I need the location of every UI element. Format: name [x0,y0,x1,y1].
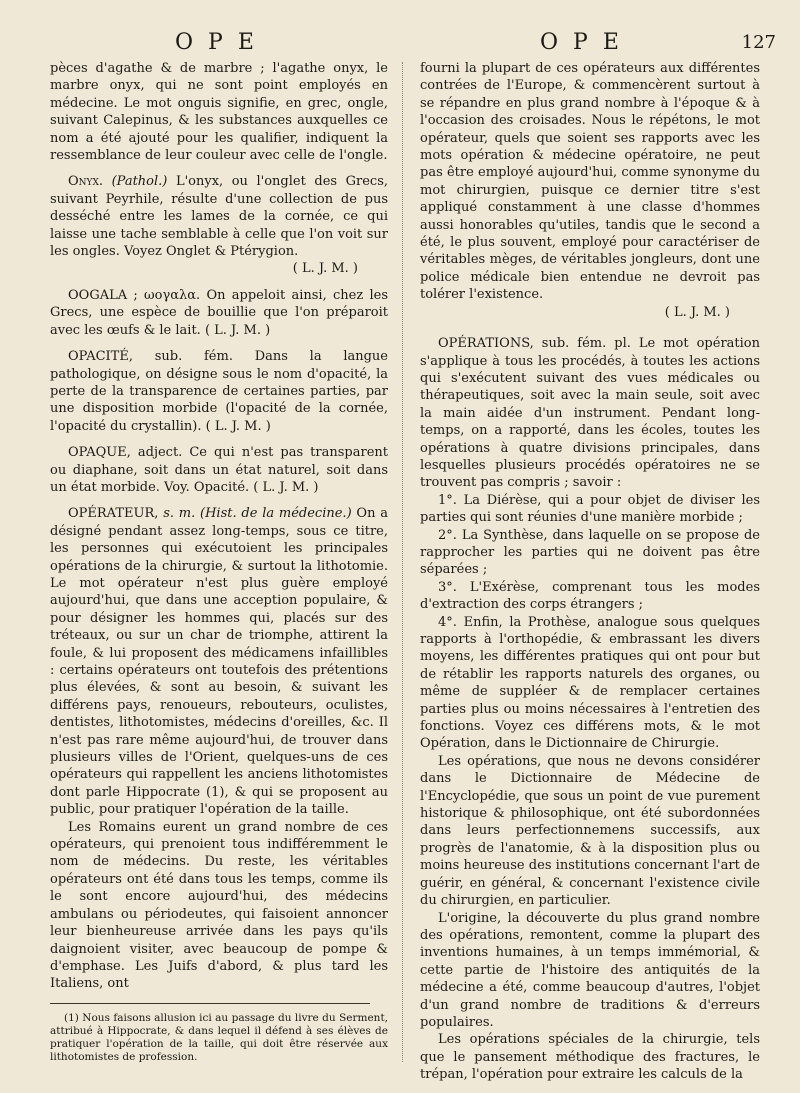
signature: ( L. J. M. ) [292,261,358,277]
list-item: 3°. L'Exérèse, comprenant tous les modes d'extraction des corps étrangers ; [420,579,760,613]
headword-onyx: Onyx. [68,174,104,190]
entry-onyx-continuation: pèces d'agathe & de marbre ; l'agathe onyx, le marbre onyx, qui ne sont point employés en médecine. Le mot onguis signifie, en grec, ongle, suivant Calepinus, & les substances auxquelles ce nom a été ajouté pour les qualifier, indiquent la ressemblance de leur couleur avec celle de l'ongle. [50,61,388,164]
entry-opaque: OPAQUE, adject. Ce qui n'est pas transparent ou diaphane, soit dans un état naturel, soit dans un état morbide. Voy. Opacité. ( L. J. M. ) [50,445,388,495]
running-head-right: O P E [540,30,623,55]
headword-operateur: OPÉRATEUR, [68,506,159,522]
page-number: 127 [741,32,776,53]
running-head-left: O P E [175,30,258,55]
entry-oogala: OOGALA ; ωογαλα. On appeloit ainsi, chez les Grecs, une espèce de bouillie que l'on préparoit avec les œufs & le lait. ( L. J. M. ) [50,287,388,338]
entry-operateur-continuation: fourni la plupart de ces opérateurs aux différentes contrées de l'Europe, & commencèrent surtout à se répandre en plus grand nombre à l'époque & à l'occasion des croisades. Nous le répétons, le mot opérateur, quels que soient ses rapports avec les mots opération & médecine opératoire, ne peut pas être employé aujourd'hui, comme synonyme du mot chirurgien, puisque ce dernier titre s'est appliqué constamment à une classe d'hommes aussi honorables qu'utiles, tandis que le second a été, le plus souvent, employé pour caractériser de véritables mèges, de véritables jongleurs, dont une police médicale bien entendue ne devroit pas tolérer l'existence. ( L. J. M. ) [420,61,760,320]
entry-operations: OPÉRATIONS, sub. fém. pl. Le mot opération s'applique à tous les procédés, à toutes les actions qui s'exécutent suivant des vues médicales ou thérapeutiques, soit avec la main seule, soit avec la main aidée d'un instrument. Pendant long-temps, on a rapporté, dans les écoles, toutes les opérations à quatre divisions principales, dans lesquelles plusieurs procédés opératoires ne se trouvent pas compris ; savoir : 1°. La Diérèse, qui a pour objet de diviser les parties qui sont réunies d'une manière morbide ; 2°. La Synthèse, dans laquelle on se propose de rapprocher les parties qui ne doivent pas être séparées ; 3°. L'Exérèse, comprenant tous les modes d'extraction des corps étrangers ; 4°. Enfin, la Prothèse, analogue sous quelques rapports à l'orthopédie, & embrassant les divers moyens, les différentes pratiques qui ont pour but de rétablir les rapports naturels des organes, ou même de suppléer & de remplacer certaines parties plus ou moins nécessaires à l'entretien des fonctions. Voyez ces différens mots, & le mot Opération, dans le Dictionnaire de Chirurgie. Les opérations, que nous ne devons considérer dans le Dictionnaire de Médecine de l'Encyclopédie, que sous un point de vue purement historique & philosophique, ont été subordonnées dans leurs perfectionnemens successifs, aux progrès de l'anatomie, & à la disposition plus ou moins heureuse des institutions concernant l'art de guérir, en général, & concernant l'existence civile du chirurgien, en particulier. L'origine, la découverte du plus grand nombre des opérations, remontent, comme la plupart des inventions humaines, à un temps immémorial, & cette partie de l'histoire des antiquités de la médecine a été, comme beaucoup d'autres, l'objet d'un grand nombre de traditions & d'erreurs populaires. Les opérations spéciales de la chirurgie, tels que le pansement méthodique des fractures, le trépan, l'opération pour extraire les calculs de la [420,336,760,1083]
left-column [50,60,388,1064]
entry-operateur: OPÉRATEUR, s. m. (Hist. de la médecine.) On a désigné pendant assez long-temps, sous ce titre, les personnes qui exécutoient les principales opérations de la chirurgie, & surtout la lithotomie. Le mot opérateur n'est plus guère employé aujourd'hui, que dans une acception populaire, & pour désigner les hommes qui, placés sur des tréteaux, ou sur un char de triomphe, attirent la foule, & lui proposent des médicamens infaillibles : certains opérateurs ont toutefois des prétentions plus élevées, & sont au besoin, & suivant les différens pays, renoueurs, rebouteurs, oculistes, dentistes, lithotomistes, médecins d'oreilles, &c. Il n'est pas rare même aujourd'hui, de trouver dans plusieurs villes de l'Orient, quelques-uns de ces opérateurs qui rappellent les anciens lithotomistes dont parle Hippocrate (1), & qui se proposent au public, pour pratiquer l'opération de la taille. Les Romains eurent un grand nombre de ces opérateurs, qui prenoient tous indifféremment le nom de médecins. Du reste, les véritables opérateurs ont été dans tous les temps, comme ils le sont encore aujourd'hui, des médecins ambulans ou périodeutes, qui faisoient annoncer leur bienheureuse arrivée dans les pays qu'ils daignoient visiter, avec beaucoup de pompe & d'emphase. Les Juifs d'abord, & plus tard les Italiens, ont [50,506,388,992]
footnote: (1) Nous faisons allusion ici au passage du livre du Serment, attribué à Hippocrate, & dans lequel il défend à ses élèves de pratiquer l'opération de la taille, qui doit être réservée aux lithotomistes de profession. [50,1011,388,1063]
column-divider [402,62,404,1062]
footnote-rule [50,1003,370,1004]
signature: ( L. J. M. ) [664,304,730,320]
headword-oogala: OOGALA ; [68,287,138,303]
headword-operations: OPÉRATIONS, [438,336,534,352]
headword-opaque: OPAQUE, [68,445,131,461]
entry-opacite: OPACITÉ, sub. fém. Dans la langue pathologique, on désigne sous le nom d'opacité, la perte de la transparence de certaines parties, par une disposition morbide (l'opacité de la cornée, l'opacité du crystallin). ( L. J. M. ) [50,349,388,434]
list-item: 4°. Enfin, la Prothèse, analogue sous quelques rapports à l'orthopédie, & embrassant les divers moyens, les différentes pratiques qui ont pour but de rétablir les rapports naturels des organes, ou même de suppléer & de remplacer certaines parties plus ou moins nécessaires à l'entretien des fonctions. Voyez ces différens mots, & le mot Opération, dans le Dictionnaire de Chirurgie. [420,614,760,752]
list-item: 1°. La Diérèse, qui a pour objet de diviser les parties qui sont réunies d'une manière morbide ; [420,492,760,526]
headword-opacite: OPACITÉ, [68,349,133,365]
right-column [420,60,760,1084]
list-item: 2°. La Synthèse, dans laquelle on se propose de rapprocher les parties qui ne doivent pas être séparées ; [420,527,760,578]
entry-onyx: Onyx. (Pathol.) L'onyx, ou l'onglet des Grecs, suivant Peyrhile, résulte d'une collection de pus desséché entre les lames de la cornée, ce qui laisse une tache semblable à celle que l'on voit sur les ongles. Voyez Onglet & Ptérygion. ( L. J. M. ) [50,174,389,277]
